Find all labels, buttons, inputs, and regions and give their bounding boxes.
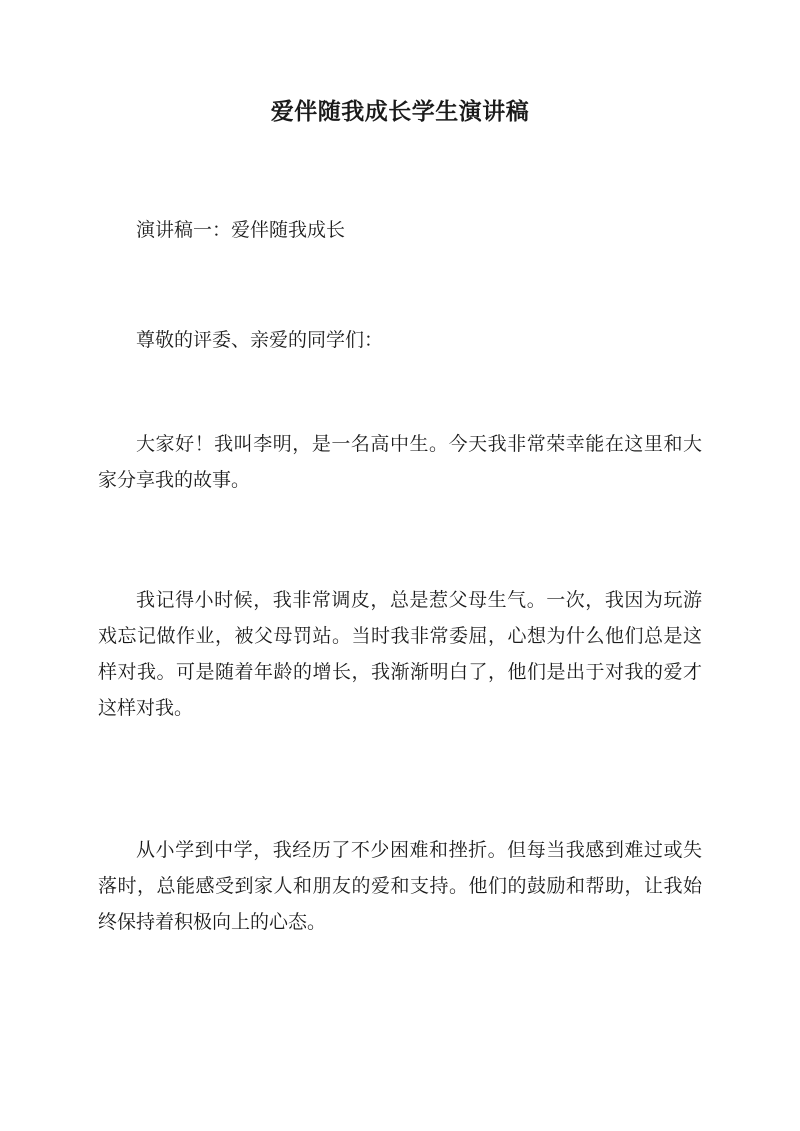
document-title: 爱伴随我成长学生演讲稿 (270, 98, 530, 125)
childhood-memory-paragraph: 我记得小时候，我非常调皮，总是惹父母生气。一次，我因为玩游戏忘记做作业，被父母罚站。当时我非常委屈，心想为什么他们总是这样对我。可是随着年龄的增长，我渐渐明白了，他们是出于对我的爱才这样对我。 (98, 589, 702, 719)
growth-paragraph: 从小学到中学，我经历了不少困难和挫折。但每当我感到难过或失落时，总能感受到家人和朋友的爱和支持。他们的鼓励和帮助，让我始终保持着积极向上的心态。 (98, 839, 702, 933)
intro-paragraph: 大家好！我叫李明，是一名高中生。今天我非常荣幸能在这里和大家分享我的故事。 (98, 433, 702, 491)
greeting-paragraph: 尊敬的评委、亲爱的同学们： (136, 329, 384, 351)
speech-subtitle: 演讲稿一：爱伴随我成长 (136, 219, 346, 241)
